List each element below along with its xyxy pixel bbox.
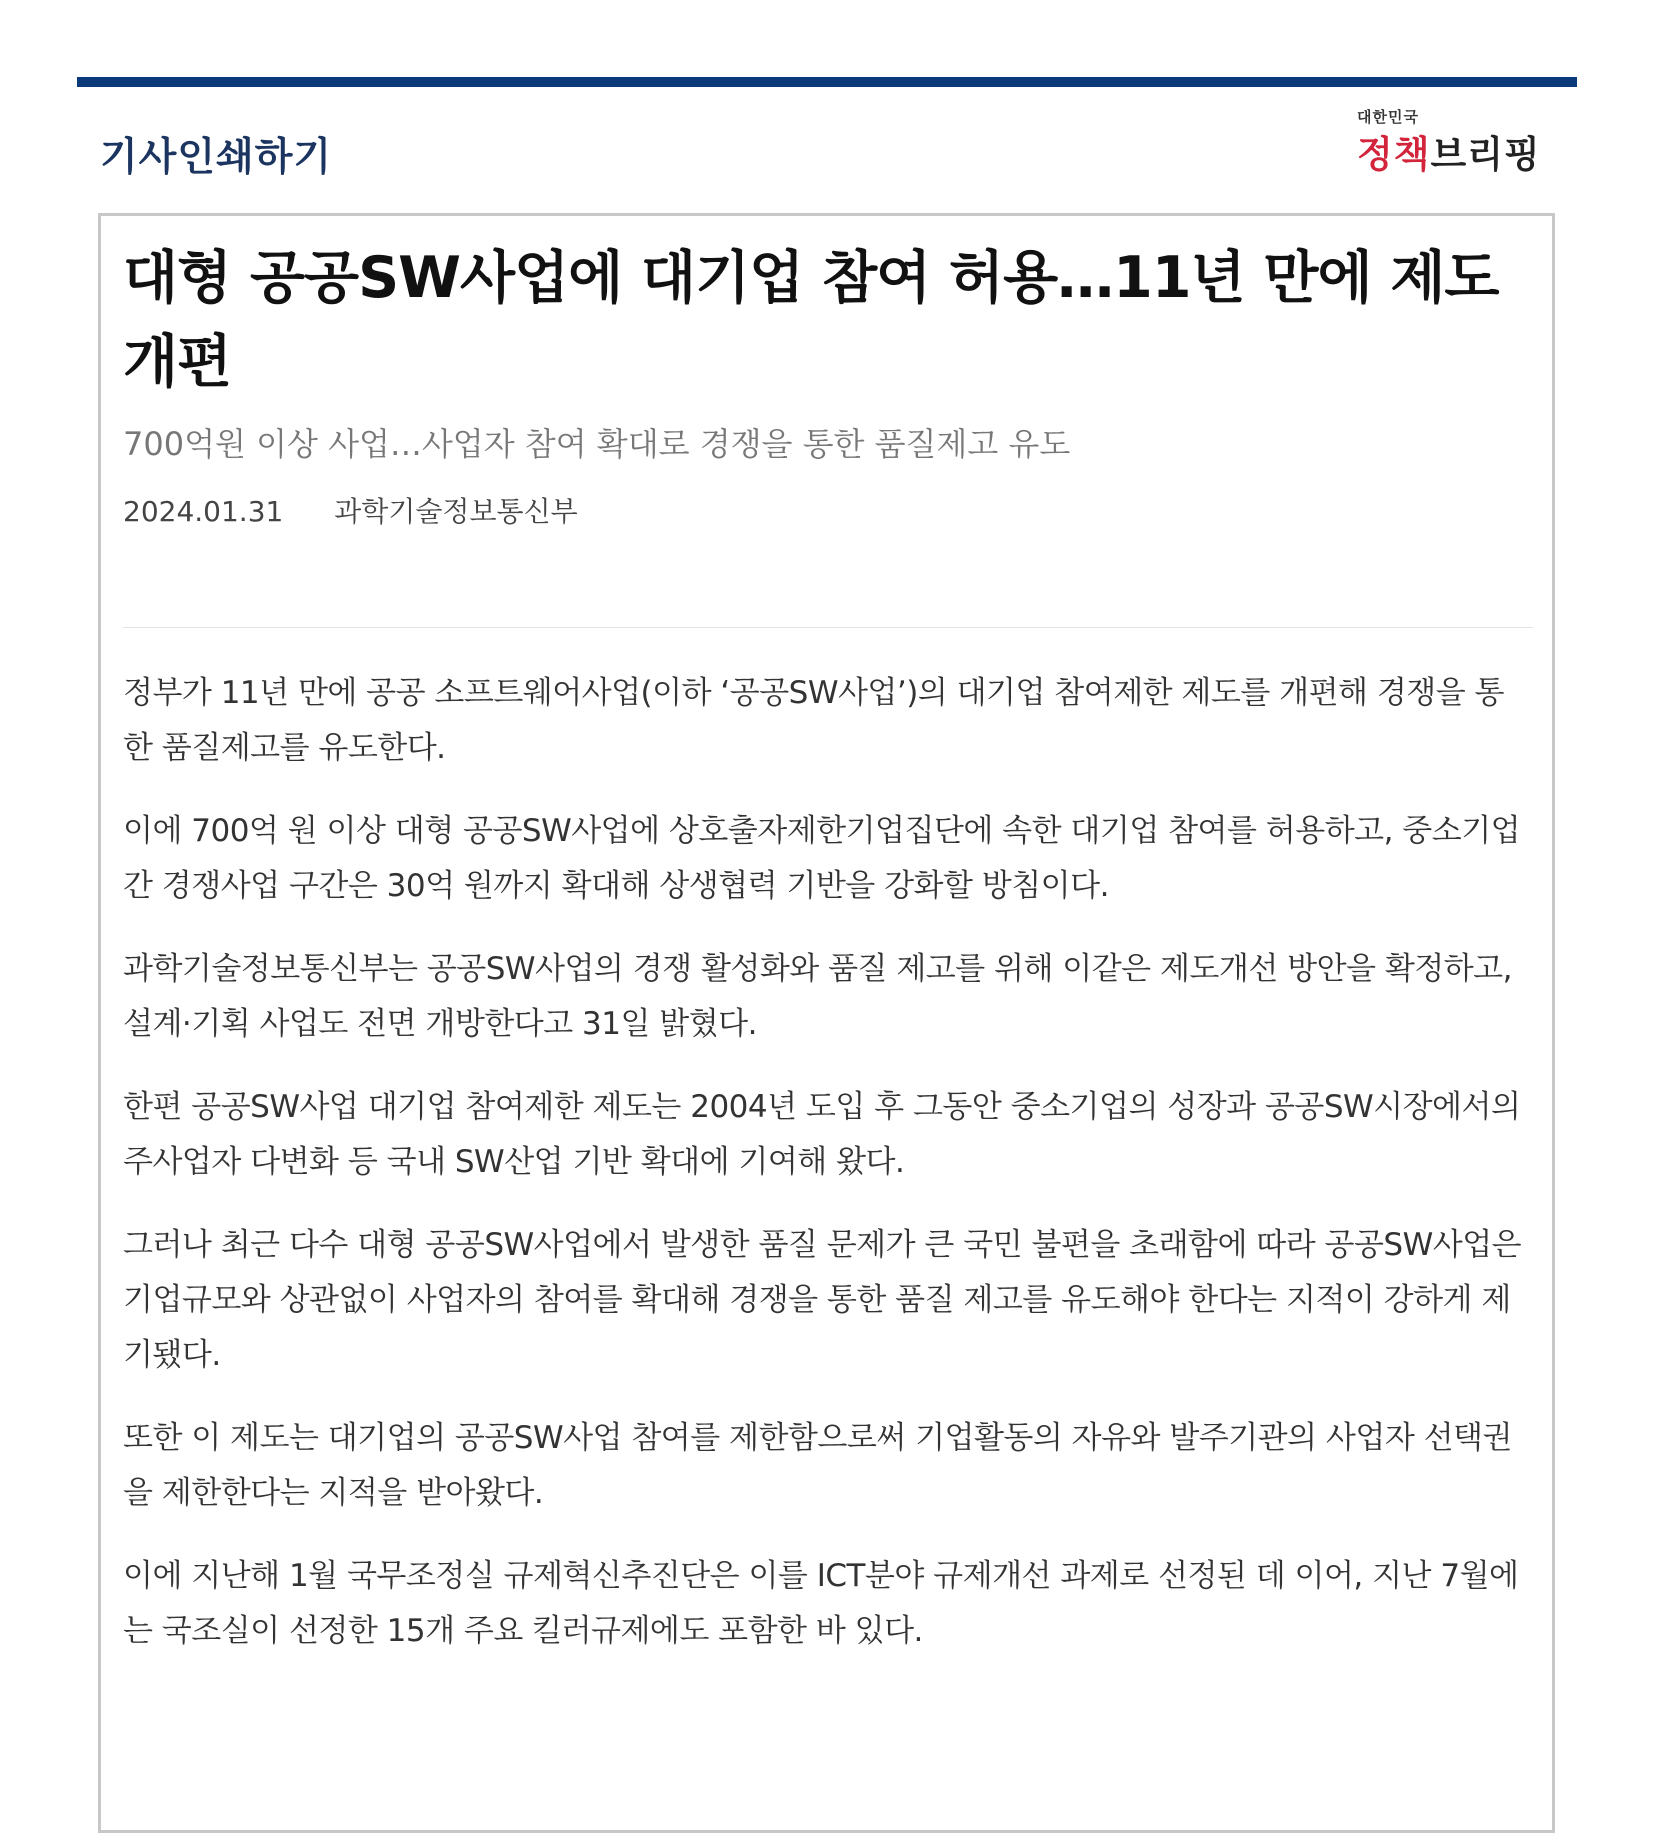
body-paragraph: 이에 700억 원 이상 대형 공공SW사업에 상호출자제한기업집단에 속한 대기업 참여를 허용하고, 중소기업간 경쟁사업 구간은 30억 원까지 확대해 상생협력 기반을 강화할 방침이다. xyxy=(123,813,1521,904)
body-paragraph: 한편 공공SW사업 대기업 참여제한 제도는 2004년 도입 후 그동안 중소기업의 성장과 공공SW시장에서의 주사업자 다변화 등 국내 SW산업 기반 확대에 기여해 왔다. xyxy=(123,1089,1521,1180)
article-content xyxy=(123,236,1533,1687)
article-department: 과학기술정보통신부 xyxy=(334,495,578,528)
body-paragraph: 과학기술정보통신부는 공공SW사업의 경쟁 활성화와 품질 제고를 위해 이같은 제도개선 방안을 확정하고, 설계·기획 사업도 전면 개방한다고 31일 밝혔다. xyxy=(123,951,1512,1042)
page-title: 기사인쇄하기 xyxy=(100,135,333,180)
divider xyxy=(123,627,1533,628)
body-paragraph: 정부가 11년 만에 공공 소프트웨어사업(이하 ‘공공SW사업’)의 대기업 참여제한 제도를 개편해 경쟁을 통한 품질제고를 유도한다. xyxy=(123,675,1504,766)
article-body xyxy=(123,666,1533,1659)
logo-main-text xyxy=(1357,124,1541,178)
article-meta xyxy=(123,492,1533,532)
article-headline: 대형 공공SW사업에 대기업 참여 허용…11년 만에 제도 개편 xyxy=(123,245,1499,395)
article-subheadline: 700억원 이상 사업…사업자 참여 확대로 경쟁을 통한 품질제고 유도 xyxy=(123,425,1071,463)
site-logo xyxy=(1357,106,1541,184)
logo-rest-text: 브리핑 xyxy=(1430,133,1541,176)
body-paragraph: 또한 이 제도는 대기업의 공공SW사업 참여를 제한함으로써 기업활동의 자유와 발주기관의 사업자 선택권을 제한한다는 지적을 받아왔다. xyxy=(123,1420,1512,1511)
article-date: 2024.01.31 xyxy=(123,495,284,528)
body-paragraph: 그러나 최근 다수 대형 공공SW사업에서 발생한 품질 문제가 큰 국민 불편을 초래함에 따라 공공SW사업은 기업규모와 상관없이 사업자의 참여를 확대해 경쟁을 통한 품질 제고를 유도해야 한다는 지적이 강하게 제기됐다. xyxy=(123,1227,1522,1373)
body-paragraph: 이에 지난해 1월 국무조정실 규제혁신추진단은 이를 ICT분야 규제개선 과제로 선정된 데 이어, 지난 7월에는 국조실이 선정한 15개 주요 킬러규제에도 포함한 바 있다. xyxy=(123,1558,1519,1649)
top-rule xyxy=(77,77,1577,87)
logo-small-text: 대한민국 xyxy=(1357,108,1419,126)
article-frame xyxy=(98,213,1555,1833)
logo-accent-text: 정책 xyxy=(1357,133,1431,176)
